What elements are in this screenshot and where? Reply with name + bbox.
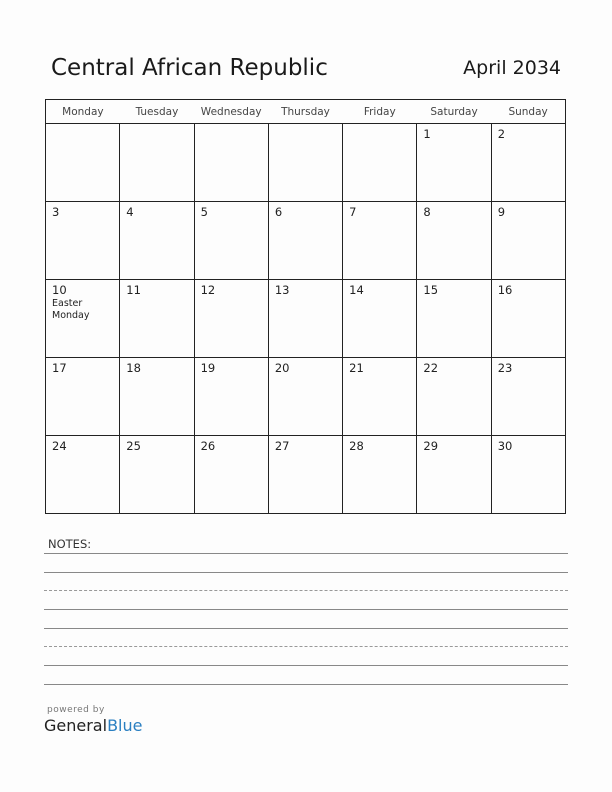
notes-line bbox=[44, 609, 568, 610]
day-number: 12 bbox=[200, 283, 216, 297]
day-cell bbox=[417, 436, 491, 514]
day-number: 2 bbox=[497, 127, 506, 141]
day-number: 28 bbox=[349, 439, 364, 453]
day-cell bbox=[491, 358, 565, 436]
day-number: 21 bbox=[349, 361, 364, 375]
notes-line bbox=[44, 553, 568, 554]
day-number: 20 bbox=[274, 361, 290, 375]
day-number: 10 bbox=[52, 283, 67, 297]
calendar-month-year: April 2034 bbox=[463, 57, 561, 79]
day-number: 25 bbox=[126, 439, 141, 453]
empty-day-cell bbox=[120, 124, 194, 202]
day-cell bbox=[491, 202, 565, 280]
day-number: 9 bbox=[497, 205, 506, 219]
day-cell bbox=[343, 280, 417, 358]
weekday-header: Wednesday bbox=[194, 100, 268, 124]
day-cell bbox=[120, 202, 194, 280]
day-number: 19 bbox=[200, 361, 216, 375]
day-number: 8 bbox=[423, 205, 431, 219]
calendar-week-row bbox=[46, 202, 566, 280]
empty-day-cell bbox=[194, 124, 268, 202]
notes-line bbox=[44, 590, 568, 591]
notes-label: NOTES: bbox=[48, 537, 92, 551]
day-number: 23 bbox=[497, 361, 513, 375]
notes-line bbox=[44, 628, 568, 629]
day-cell bbox=[268, 358, 342, 436]
day-cell bbox=[417, 358, 491, 436]
day-number: 17 bbox=[52, 361, 67, 375]
day-number: 6 bbox=[274, 205, 283, 219]
day-number: 30 bbox=[497, 439, 513, 453]
day-number: 11 bbox=[126, 283, 141, 297]
day-cell bbox=[120, 358, 194, 436]
day-number: 7 bbox=[349, 205, 357, 219]
day-number: 29 bbox=[423, 439, 439, 453]
calendar-week-row bbox=[46, 124, 566, 202]
day-cell bbox=[46, 280, 120, 358]
day-cell bbox=[343, 202, 417, 280]
day-cell bbox=[46, 202, 120, 280]
day-cell bbox=[194, 202, 268, 280]
day-cell bbox=[417, 202, 491, 280]
calendar-country-title: Central African Republic bbox=[51, 55, 328, 81]
weekday-header: Saturday bbox=[417, 100, 491, 124]
day-cell bbox=[194, 436, 268, 514]
day-number: 4 bbox=[126, 205, 134, 219]
calendar-week-row bbox=[46, 358, 566, 436]
day-cell bbox=[120, 436, 194, 514]
empty-day-cell bbox=[343, 124, 417, 202]
day-number: 5 bbox=[200, 205, 208, 219]
day-cell bbox=[417, 280, 491, 358]
day-cell bbox=[491, 124, 565, 202]
weekday-header: Thursday bbox=[268, 100, 342, 124]
calendar-grid bbox=[45, 99, 566, 514]
notes-line bbox=[44, 572, 568, 573]
brand-general-text: General bbox=[44, 716, 108, 735]
generalblue-logo[interactable] bbox=[44, 716, 142, 735]
day-cell bbox=[268, 280, 342, 358]
day-number: 18 bbox=[126, 361, 141, 375]
day-cell bbox=[268, 436, 342, 514]
day-cell bbox=[491, 436, 565, 514]
powered-by-text: powered by bbox=[47, 705, 105, 715]
brand-blue-text: Blue bbox=[107, 716, 143, 735]
day-cell bbox=[194, 280, 268, 358]
empty-day-cell bbox=[268, 124, 342, 202]
day-cell bbox=[343, 358, 417, 436]
day-cell bbox=[46, 358, 120, 436]
weekday-header: Tuesday bbox=[120, 100, 194, 124]
weekday-header: Sunday bbox=[491, 100, 565, 124]
day-number: 13 bbox=[274, 283, 290, 297]
day-cell bbox=[46, 436, 120, 514]
notes-line bbox=[44, 665, 568, 666]
day-cell bbox=[491, 280, 565, 358]
day-number: 24 bbox=[52, 439, 67, 453]
day-number: 26 bbox=[200, 439, 216, 453]
weekday-header: Monday bbox=[46, 100, 120, 124]
holiday-label: Easter Monday bbox=[52, 298, 90, 321]
day-cell bbox=[120, 280, 194, 358]
empty-day-cell bbox=[46, 124, 120, 202]
day-number: 3 bbox=[52, 205, 60, 219]
calendar-week-row bbox=[46, 280, 566, 358]
day-number: 27 bbox=[274, 439, 290, 453]
calendar-week-row bbox=[46, 436, 566, 514]
day-number: 1 bbox=[423, 127, 431, 141]
day-number: 16 bbox=[497, 283, 513, 297]
day-number: 15 bbox=[423, 283, 439, 297]
notes-line bbox=[44, 646, 568, 647]
day-cell bbox=[343, 436, 417, 514]
day-number: 22 bbox=[423, 361, 439, 375]
weekday-header: Friday bbox=[343, 100, 417, 124]
day-cell bbox=[268, 202, 342, 280]
weekday-header-row bbox=[46, 100, 566, 124]
day-cell bbox=[194, 358, 268, 436]
day-cell bbox=[417, 124, 491, 202]
day-number: 14 bbox=[349, 283, 364, 297]
notes-line bbox=[44, 684, 568, 685]
